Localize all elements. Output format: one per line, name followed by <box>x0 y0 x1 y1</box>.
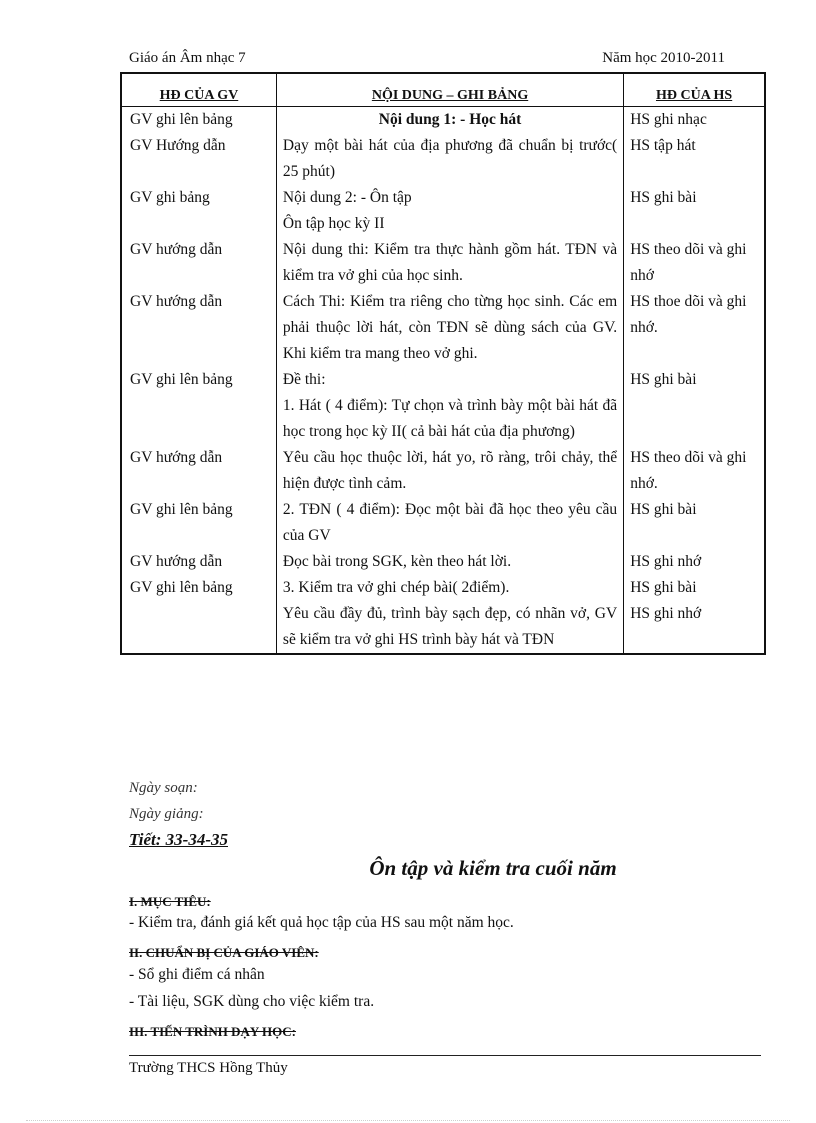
student-activity: HS ghi nhạc <box>630 111 707 128</box>
lesson-table <box>120 72 766 655</box>
page-title: Ôn tập và kiểm tra cuối năm <box>369 856 617 880</box>
header-subject: Giáo án Âm nhạc 7 <box>129 50 246 66</box>
content-cell <box>276 367 623 445</box>
content-cell <box>276 107 623 134</box>
table-row <box>121 575 765 654</box>
content-line: Yêu cầu học thuộc lời, hát yo, rõ ràng, trôi chảy, thể hiện được tình cảm. <box>282 449 618 492</box>
teacher-activity: GV hướng dẫn <box>121 445 276 497</box>
preparation-item: - Tài liệu, SGK dùng cho việc kiểm tra. <box>129 993 375 1010</box>
teacher-activity: GV ghi bảng <box>121 185 276 237</box>
page-bottom-divider <box>26 1120 790 1121</box>
table-row <box>121 367 765 445</box>
content-line: Ôn tập học kỳ II <box>282 215 385 232</box>
content-line: 2. TĐN ( 4 điểm): Đọc một bài đã học theo yêu cầu của GV <box>282 501 618 544</box>
content-heading: Nội dung 1: - Học hát <box>378 111 522 128</box>
table-row <box>121 185 765 237</box>
table-row <box>121 549 765 575</box>
column-header-teacher: HĐ CỦA GV <box>121 73 276 107</box>
table-row <box>121 445 765 497</box>
content-cell <box>276 575 623 654</box>
student-activity: HS thoe dõi và ghi nhớ. <box>630 293 747 336</box>
table-row <box>121 289 765 367</box>
content-cell <box>276 133 623 185</box>
content-line: 1. Hát ( 4 điểm): Tự chọn và trình bày một bài hát đã học trong học kỳ II( cả bài hát của địa phương) <box>282 397 618 440</box>
table-row <box>121 237 765 289</box>
table-header-row <box>121 73 765 107</box>
student-activity: HS ghi nhớ <box>630 553 702 570</box>
content-line: Yêu cầu đầy đủ, trình bày sạch đẹp, có nhãn vở, GV sẽ kiểm tra vở ghi HS trình bày hát và TĐN <box>282 605 618 648</box>
teacher-activity: GV ghi lên bảng <box>121 575 276 654</box>
column-header-student: HĐ CỦA HS <box>624 73 765 107</box>
table-row <box>121 107 765 134</box>
content-line: Nội dung 2: - Ôn tập <box>282 189 412 206</box>
footer-school-name: Trường THCS Hồng Thủy <box>129 1060 288 1076</box>
content-line: Nội dung thi: Kiểm tra thực hành gồm hát. TĐN và kiểm tra vở ghi của học sinh. <box>282 241 618 284</box>
teacher-activity: GV hướng dẫn <box>121 237 276 289</box>
header-school-year: Năm học 2010-2011 <box>602 50 725 66</box>
content-cell <box>276 549 623 575</box>
student-activity <box>624 575 765 654</box>
student-activity-line: HS ghi bài <box>630 579 697 596</box>
student-activity: HS ghi bài <box>630 371 697 388</box>
content-line: Đề thi: <box>282 371 326 388</box>
table-row <box>121 497 765 549</box>
student-activity: HS theo dõi và ghi nhớ. <box>630 449 747 492</box>
student-activity: HS theo dõi và ghi nhớ <box>630 241 747 284</box>
objectives-text: - Kiểm tra, đánh giá kết quả học tập của HS sau một năm học. <box>129 914 514 931</box>
preparation-item: - Sổ ghi điểm cá nhân <box>129 966 265 983</box>
section-heading-preparation: II. CHUẨN BỊ CỦA GIÁO VIÊN: <box>129 945 319 960</box>
student-activity: HS ghi bài <box>630 501 697 518</box>
teacher-activity: GV ghi lên bảng <box>121 367 276 445</box>
content-cell <box>276 185 623 237</box>
date-taught-label: Ngày giảng: <box>129 806 204 822</box>
section-heading-objectives: I. MỤC TIÊU: <box>129 894 211 909</box>
teacher-activity: GV hướng dẫn <box>121 549 276 575</box>
content-cell <box>276 445 623 497</box>
teacher-activity: GV hướng dẫn <box>121 289 276 367</box>
teacher-activity: GV Hướng dẫn <box>121 133 276 185</box>
teacher-activity: GV ghi lên bảng <box>121 107 276 134</box>
column-header-content: NỘI DUNG – GHI BẢNG <box>276 73 623 107</box>
content-cell <box>276 237 623 289</box>
content-line: Dạy một bài hát của địa phương đã chuẩn bị trước( 25 phút) <box>282 137 618 180</box>
page-header <box>129 50 725 70</box>
student-activity-line: HS ghi nhớ <box>630 605 702 622</box>
student-activity: HS tập hát <box>630 137 696 154</box>
student-activity: HS ghi bài <box>630 189 697 206</box>
content-line: 3. Kiểm tra vở ghi chép bài( 2điểm). <box>282 579 510 596</box>
content-cell <box>276 289 623 367</box>
lesson-period: Tiết: 33-34-35 <box>129 830 228 849</box>
content-line: Đọc bài trong SGK, kèn theo hát lời. <box>282 553 512 570</box>
teacher-activity: GV ghi lên bảng <box>121 497 276 549</box>
content-cell <box>276 497 623 549</box>
date-prepared-label: Ngày soạn: <box>129 780 198 796</box>
section-heading-procedure: III. TIẾN TRÌNH DẠY HỌC: <box>129 1024 296 1039</box>
table-row <box>121 133 765 185</box>
content-line: Cách Thi: Kiểm tra riêng cho từng học sinh. Các em phải thuộc lời hát, còn TĐN sẽ dùng sách của GV. Khi kiểm tra mang theo vở ghi. <box>282 293 618 362</box>
footer-divider <box>129 1055 761 1056</box>
